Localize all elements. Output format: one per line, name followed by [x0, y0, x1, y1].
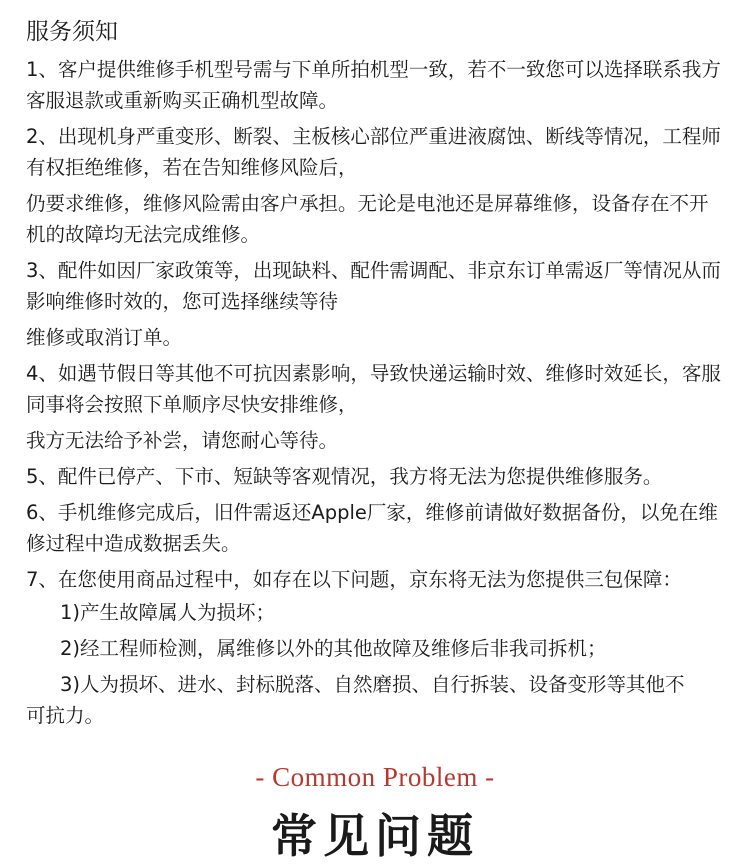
notice-item-7-sub-2: 2)经工程师检测，属维修以外的其他故障及维修后非我司拆机； [60, 637, 607, 660]
notice-item-4-part-2: 我方无法给予补尝，请您耐心等待。 [26, 429, 339, 452]
notice-item-6: 6、手机维修完成后，旧件需返还Apple厂家，维修前请做好数据备份，以免在维修过程中造成数据丢失。 [26, 501, 718, 555]
notice-item-2-part-1: 2、出现机身严重变形、断裂、主板核心部位严重进液腐蚀、断线等情况，工程师有权拒绝维修，若在告知维修风险后， [26, 125, 721, 179]
notice-item-3-part-1: 3、配件如因厂家政策等，出现缺料、配件需调配、非京东订单需返厂等情况从而影响维修时效的，您可选择继续等待 [26, 259, 721, 313]
notice-item-7-sub-1: 1)产生故障属人为损坏； [60, 601, 276, 624]
notice-item-1: 1、客户提供维修手机型号需与下单所拍机型一致，若不一致您可以选择联系我方客服退款或重新购买正确机型故障。 [26, 58, 721, 112]
notice-title: 服务须知 [26, 19, 118, 45]
notice-item-3-part-2: 维修或取消订单。 [26, 326, 183, 349]
section-heading-chinese: 常见问题 [271, 809, 479, 863]
section-heading-english: - Common Problem - [255, 762, 495, 792]
notice-item-2-part-2: 仍要求维修，维修风险需由客户承担。无论是电池还是屏幕维修，设备存在不开机的故障均无法完成维修。 [26, 192, 709, 246]
notice-item-7-sub-3: 3)人为损坏、进水、封标脱落、自然磨损、自行拆装、设备变形等其他不 [60, 673, 685, 696]
notice-item-7-sub-3-cont: 可抗力。 [26, 704, 105, 727]
notice-item-7: 7、在您使用商品过程中，如存在以下问题，京东将无法为您提供三包保障： [26, 568, 682, 591]
notice-item-5: 5、配件已停产、下市、短缺等客观情况，我方将无法为您提供维修服务。 [26, 465, 663, 488]
service-notice [26, 14, 726, 731]
notice-item-4-part-1: 4、如遇节假日等其他不可抗因素影响，导致快递运输时效、维修时效延长，客服同事将会按照下单顺序尽快安排维修， [26, 362, 721, 416]
